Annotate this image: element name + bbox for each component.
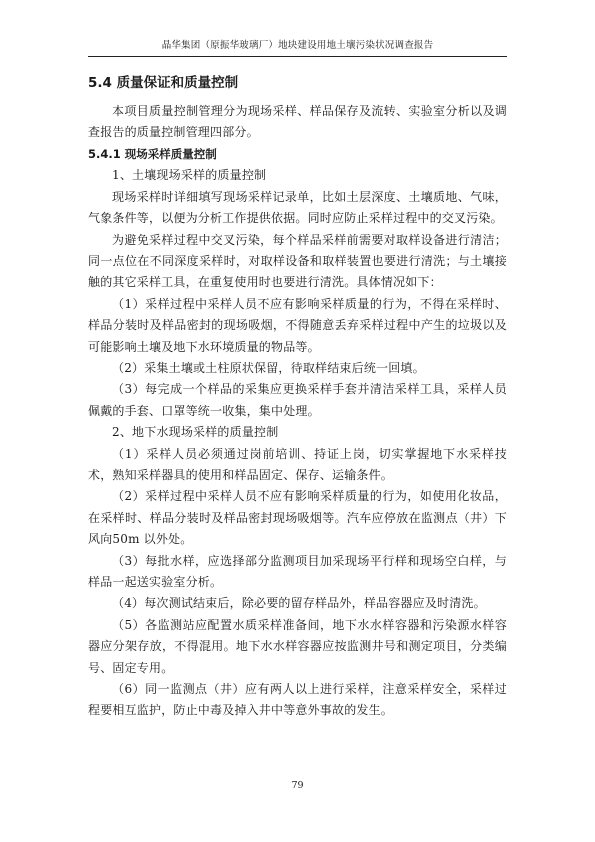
list-item: （6）同一监测点（井）应有两人以上进行采样，注意采样安全，采样过程要相互监护，防止中毒及掉入井中等意外事故的发生。 xyxy=(88,682,507,718)
subsection-heading: 5.4.1 现场采样质量控制 xyxy=(88,146,217,161)
list-item: （3）每完成一个样品的采集应更换采样手套并清洁采样工具，采样人员佩戴的手套、口罩等统一收集，集中处理。 xyxy=(88,382,507,418)
page-header: 晶华集团（原振华玻璃厂）地块建设用地土壤污染状况调查报告 xyxy=(161,40,434,51)
section-heading: 5.4 质量保证和质量控制 xyxy=(88,75,239,91)
paragraph: 为避免采样过程中交叉污染，每个样品采样前需要对取样设备进行清洁；同一点位在不同深度采样时，对取样设备和取样装置也要进行清洗；与土壤接触的其它采样工具，在重复使用时也要进行清洗。具体情况如下： xyxy=(88,232,507,290)
section-intro-paragraph: 本项目质量控制管理分为现场采样、样品保存及流转、实验室分析以及调查报告的质量控制管理四部分。 xyxy=(88,104,507,140)
groundwater-sampling-title: 2、地下水现场采样的质量控制 xyxy=(112,425,279,440)
list-item: （2）采集土壤或土柱原状保留，待取样结束后统一回填。 xyxy=(112,360,425,375)
list-item: （4）每次测试结束后，除必要的留存样品外，样品容器应及时清洗。 xyxy=(112,596,486,611)
list-item: （3）每批水样，应选择部分监测项目加采现场平行样和现场空白样，与样品一起送实验室分析。 xyxy=(88,553,507,590)
list-item: （1）采样人员必须通过岗前培训、持证上岗，切实掌握地下水采样技术，熟知采样器具的使用和样品固定、保存、运输条件。 xyxy=(88,446,507,482)
header-divider xyxy=(88,56,507,57)
soil-sampling-title: 1、土壤现场采样的质量控制 xyxy=(112,168,267,183)
page-number: 79 xyxy=(291,780,304,791)
paragraph: 现场采样时详细填写现场采样记录单，比如土层深度、土壤质地、气味，气象条件等，以便为分析工作提供依据。同时应防止采样过程中的交叉污染。 xyxy=(88,189,507,226)
list-item: （1）采样过程中采样人员不应有影响采样质量的行为，不得在采样时、样品分装时及样品密封的现场吸烟，不得随意丢弃采样过程中产生的垃圾以及可能影响土壤及地下水环境质量的物品等。 xyxy=(88,296,507,354)
list-item: （5）各监测站应配置水质采样准备间，地下水水样容器和污染源水样容器应分架存放，不得混用。地下水水样容器应按监测井号和测定项目，分类编号、固定专用。 xyxy=(88,617,507,675)
list-item: （2）采样过程中采样人员不应有影响采样质量的行为，如使用化妆品，在采样时、样品分装时及样品密封现场吸烟等。汽车应停放在监测点（井）下风向50m 以外处。 xyxy=(88,489,507,547)
document-body xyxy=(88,72,507,722)
